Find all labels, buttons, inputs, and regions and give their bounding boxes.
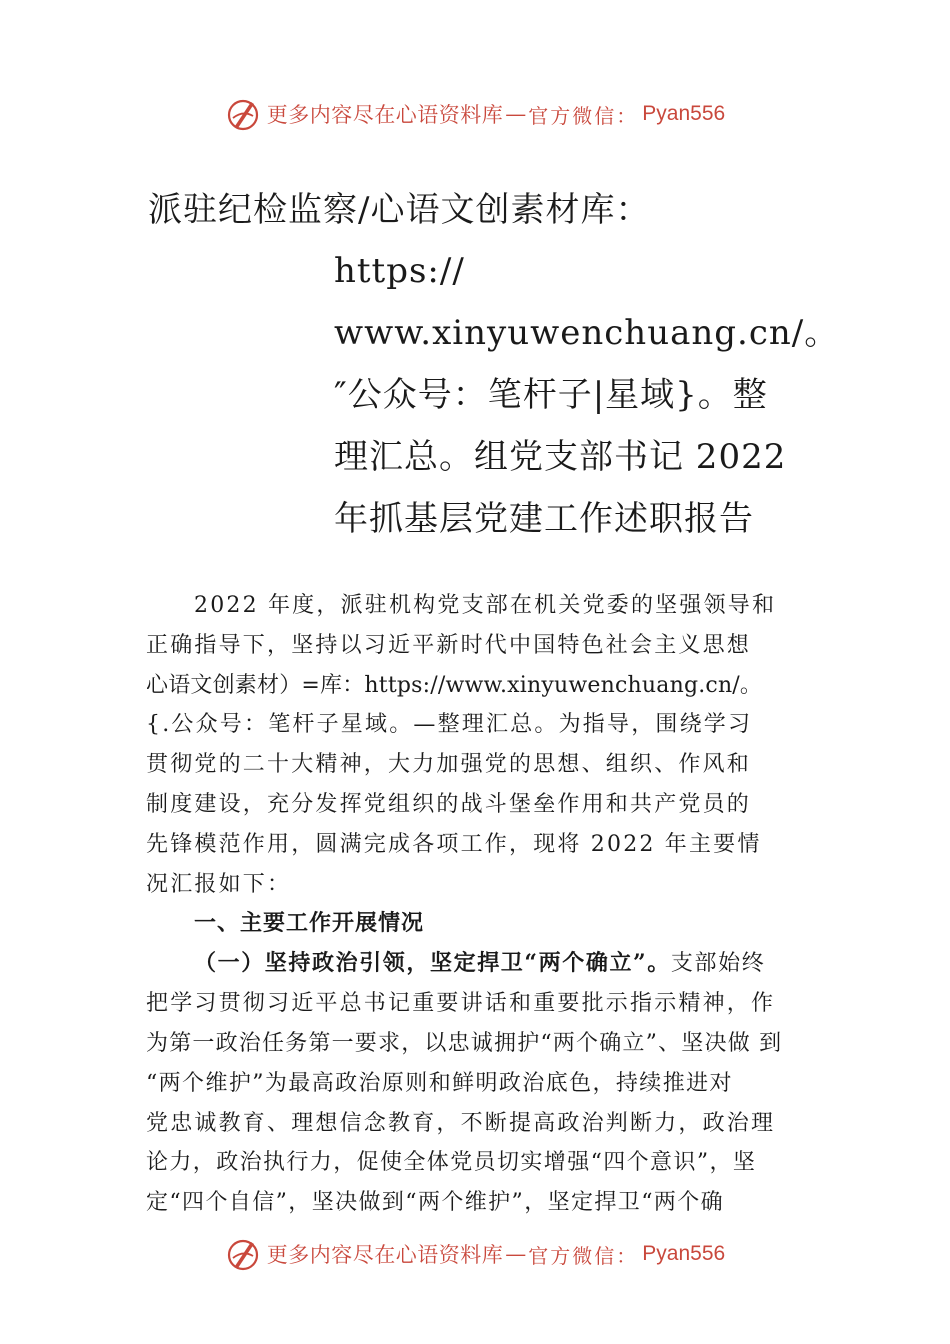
text-line: 先锋模范作用，圆满完成各项工作，现将 2022 年主要情 [146,831,762,857]
banner-wechat-label: 官方微信： [528,1243,639,1268]
pen-logo-icon [225,96,261,132]
text-fragment: 支部始终 [670,951,766,977]
text-line: 正确指导下，坚持以习近平新时代中国特色社会主义思想 [146,632,752,658]
document-title [148,180,840,550]
banner-separator: — [505,102,527,126]
banner-wechat-id: Pyan556 [642,102,726,125]
text-line: 贯彻党的二十大精神，大力加强党的思想、组织、作风和 [146,752,752,778]
header-banner [0,92,950,136]
title-continuation [334,240,840,550]
section-paragraph [146,944,810,1223]
banner-separator: — [505,1242,527,1266]
text-line: 况汇报如下： [146,871,292,897]
text-line: 为第一政治任务第一要求，以忠诚拥护“两个确立”、坚决做 到 [146,1030,783,1056]
text-line: 2022 年度，派驻机构党支部在机关党委的坚强领导和 [194,593,777,618]
title-line: 年抓基层党建工作述职报告 [334,499,754,539]
text-line [146,944,810,984]
section-heading: 一、主要工作开展情况 [194,911,425,937]
document-body [146,586,810,1223]
footer-banner [0,1232,950,1276]
title-line: 理汇总。组党支部书记 2022 [334,437,787,477]
text-line: 心语文创素材）=库：https://www.xinyuwenchuang.cn/。 [146,672,763,698]
banner-text: 更多内容尽在心语资料库 [266,1243,504,1267]
text-line: “两个维护”为最高政治原则和鲜明政治底色，持续推进对 [146,1070,733,1096]
text-line: 把学习贯彻习近平总书记重要讲话和重要批示指示精神，作 [146,991,776,1017]
subsection-label: （一）坚持政治引领，坚定捍卫“两个确立”。 [194,950,671,977]
title-line: https:// [334,251,465,291]
banner-text: 更多内容尽在心语资料库 [266,103,504,127]
text-line: 定“四个自信”，坚决做到“两个维护”，坚定捍卫“两个确 [146,1190,725,1216]
text-line: 制度建设，充分发挥党组织的战斗堡垒作用和共产党员的 [146,791,752,817]
pen-logo-icon [225,1236,261,1272]
title-line: www.xinyuwenchuang.cn/。 [334,313,840,353]
banner-wechat-id: Pyan556 [642,1242,726,1265]
banner-wechat-label: 官方微信： [528,103,639,128]
text-line: 党忠诚教育、理想信念教育，不断提高政治判断力，政治理 [146,1110,776,1136]
title-line: ″公众号：笔杆子|星域}。整 [334,375,768,415]
text-line: 论力，政治执行力，促使全体党员切实增强“四个意识”，坚 [146,1150,757,1176]
title-line: 派驻纪检监察/心语文创素材库： [148,190,651,230]
intro-paragraph [146,586,810,904]
text-line: {.公众号：笔杆子星域。—整理汇总。为指导，围绕学习 [146,712,753,738]
